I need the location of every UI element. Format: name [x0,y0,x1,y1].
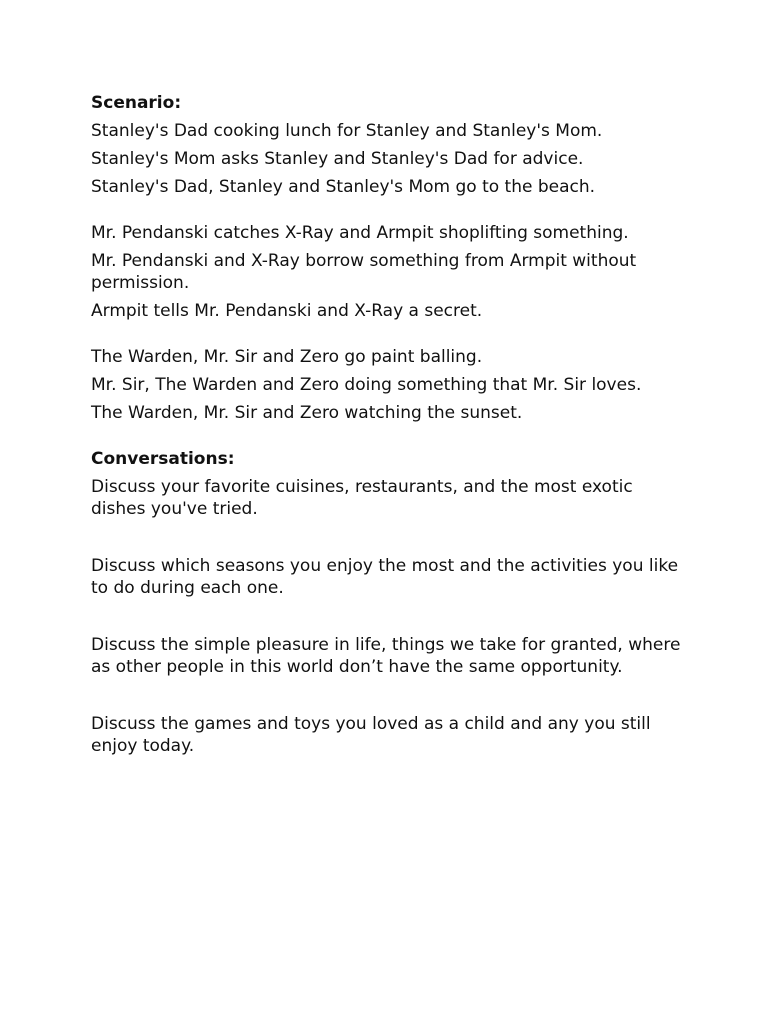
conversation-item: Discuss your favorite cuisines, restaurants, and the most exotic dishes you've tried. [91,477,633,519]
conversation-item: Discuss the simple pleasure in life, things we take for granted, where as other people in this world don’t have the same opportunity. [91,635,681,677]
conversations-heading: Conversations: [91,449,235,469]
document-page [91,92,691,792]
scenario-line: The Warden, Mr. Sir and Zero watching the sunset. [91,403,523,423]
scenario-group-warden [91,346,691,424]
scenario-line: Armpit tells Mr. Pendanski and X-Ray a secret. [91,301,483,321]
scenario-line: Mr. Sir, The Warden and Zero doing something that Mr. Sir loves. [91,375,642,395]
scenario-line: Stanley's Dad, Stanley and Stanley's Mom go to the beach. [91,177,596,197]
conversation-item: Discuss which seasons you enjoy the most and the activities you like to do during each one. [91,556,679,598]
scenario-line: Stanley's Dad cooking lunch for Stanley and Stanley's Mom. [91,121,603,141]
conversation-item: Discuss the games and toys you loved as a child and any you still enjoy today. [91,714,651,756]
scenario-heading: Scenario: [91,93,182,113]
scenario-line: The Warden, Mr. Sir and Zero go paint balling. [91,347,483,367]
scenario-line: Mr. Pendanski catches X-Ray and Armpit shoplifting something. [91,223,629,243]
scenario-group-pendanski [91,222,691,322]
scenario-line: Stanley's Mom asks Stanley and Stanley's Dad for advice. [91,149,584,169]
scenario-group-stanley-family [91,120,691,198]
scenario-line: Mr. Pendanski and X-Ray borrow something from Armpit without permission. [91,251,637,293]
